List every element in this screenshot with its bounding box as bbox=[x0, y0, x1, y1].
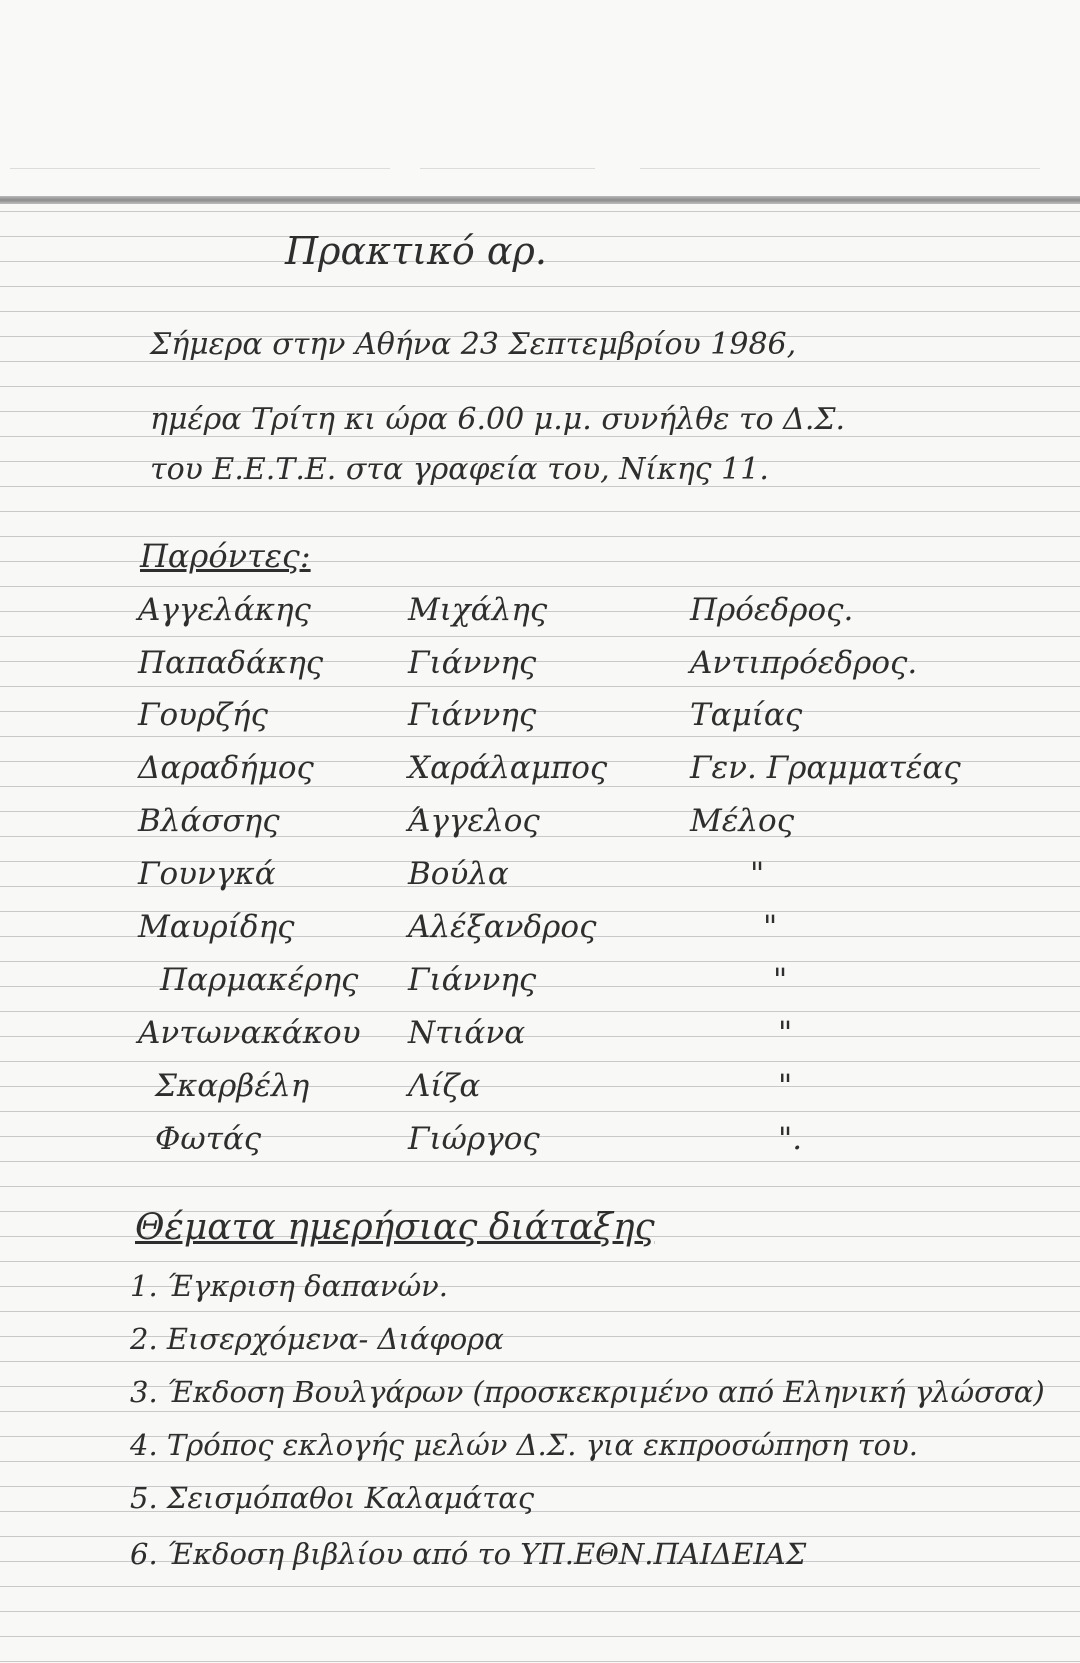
member-row bbox=[0, 750, 1080, 800]
agenda-title: Θέματα ημερήσιας διάταξης bbox=[135, 1207, 655, 1248]
member-role: Ταμίας bbox=[690, 697, 803, 733]
intro-line-3: του Ε.Ε.Τ.Ε. στα γραφεία του, Νίκης 11. bbox=[150, 452, 769, 487]
member-surname: Αντωνακάκου bbox=[138, 1015, 361, 1051]
page-header-area bbox=[0, 0, 1080, 196]
present-label: Παρόντες: bbox=[140, 537, 311, 575]
member-row bbox=[0, 697, 1080, 747]
member-role: Αντιπρόεδρος. bbox=[690, 645, 918, 681]
member-role: " bbox=[773, 962, 788, 998]
member-role: Μέλος bbox=[690, 803, 795, 839]
member-row bbox=[0, 645, 1080, 695]
member-row bbox=[0, 1015, 1080, 1065]
agenda-item: 1. Έγκριση δαπανών. bbox=[130, 1269, 448, 1303]
member-name: Γιάννης bbox=[408, 962, 537, 998]
member-row bbox=[0, 592, 1080, 642]
header-faint-line bbox=[10, 168, 390, 169]
header-rule bbox=[0, 196, 1080, 204]
member-role: ". bbox=[778, 1121, 803, 1157]
agenda-item: 3. Έκδοση Βουλγάρων (προσκεκριμένο από Εληνική γλώσσα) bbox=[130, 1375, 1045, 1409]
member-name: Γιάννης bbox=[408, 697, 537, 733]
member-surname: Παπαδάκης bbox=[138, 645, 324, 681]
member-role: " bbox=[778, 1015, 793, 1051]
intro-line-2: ημέρα Τρίτη κι ώρα 6.00 μ.μ. συνήλθε το Δ.Σ. bbox=[150, 402, 846, 437]
member-role: " bbox=[763, 909, 778, 945]
member-name: Αλέξανδρος bbox=[408, 909, 597, 945]
member-row bbox=[0, 1068, 1080, 1118]
member-name: Γιώργος bbox=[408, 1121, 540, 1157]
member-row bbox=[0, 803, 1080, 853]
agenda-item: 2. Εισερχόμενα- Διάφορα bbox=[130, 1322, 504, 1356]
member-role: " bbox=[778, 1068, 793, 1104]
member-surname: Μαυρίδης bbox=[138, 909, 295, 945]
member-row bbox=[0, 856, 1080, 906]
member-name: Γιάννης bbox=[408, 645, 537, 681]
member-name: Λίζα bbox=[408, 1068, 481, 1104]
member-row bbox=[0, 1121, 1080, 1171]
member-role: Πρόεδρος. bbox=[690, 592, 854, 628]
member-name: Μιχάλης bbox=[408, 592, 548, 628]
member-name: Άγγελος bbox=[408, 803, 540, 839]
agenda-item: 6. Έκδοση βιβλίου από το ΥΠ.ΕΘΝ.ΠΑΙΔΕΙΑΣ bbox=[130, 1537, 807, 1571]
agenda-item: 4. Τρόπος εκλογής μελών Δ.Σ. για εκπροσώπηση του. bbox=[130, 1428, 918, 1462]
member-surname: Δαραδήμος bbox=[138, 750, 314, 786]
member-surname: Αγγελάκης bbox=[138, 592, 311, 628]
member-row bbox=[0, 909, 1080, 959]
member-name: Βούλα bbox=[408, 856, 509, 892]
header-faint-line bbox=[640, 168, 1040, 169]
member-role: Γεν. Γραμματέας bbox=[690, 750, 961, 786]
member-name: Ντιάνα bbox=[408, 1015, 526, 1051]
member-surname: Βλάσσης bbox=[138, 803, 280, 839]
member-surname: Σκαρβέλη bbox=[155, 1068, 310, 1104]
member-name: Χαράλαμπος bbox=[408, 750, 608, 786]
member-surname: Γουνγκά bbox=[138, 856, 276, 892]
member-role: " bbox=[750, 856, 765, 892]
member-surname: Φωτάς bbox=[155, 1121, 262, 1157]
member-surname: Παρμακέρης bbox=[160, 962, 359, 998]
intro-line-1: Σήμερα στην Αθήνα 23 Σεπτεμβρίου 1986, bbox=[150, 327, 797, 362]
member-row bbox=[0, 962, 1080, 1012]
header-faint-line bbox=[420, 168, 595, 169]
member-surname: Γουρζής bbox=[138, 697, 268, 733]
agenda-item: 5. Σεισμόπαθοι Καλαμάτας bbox=[130, 1481, 535, 1515]
minutes-title: Πρακτικό αρ. bbox=[285, 229, 547, 273]
